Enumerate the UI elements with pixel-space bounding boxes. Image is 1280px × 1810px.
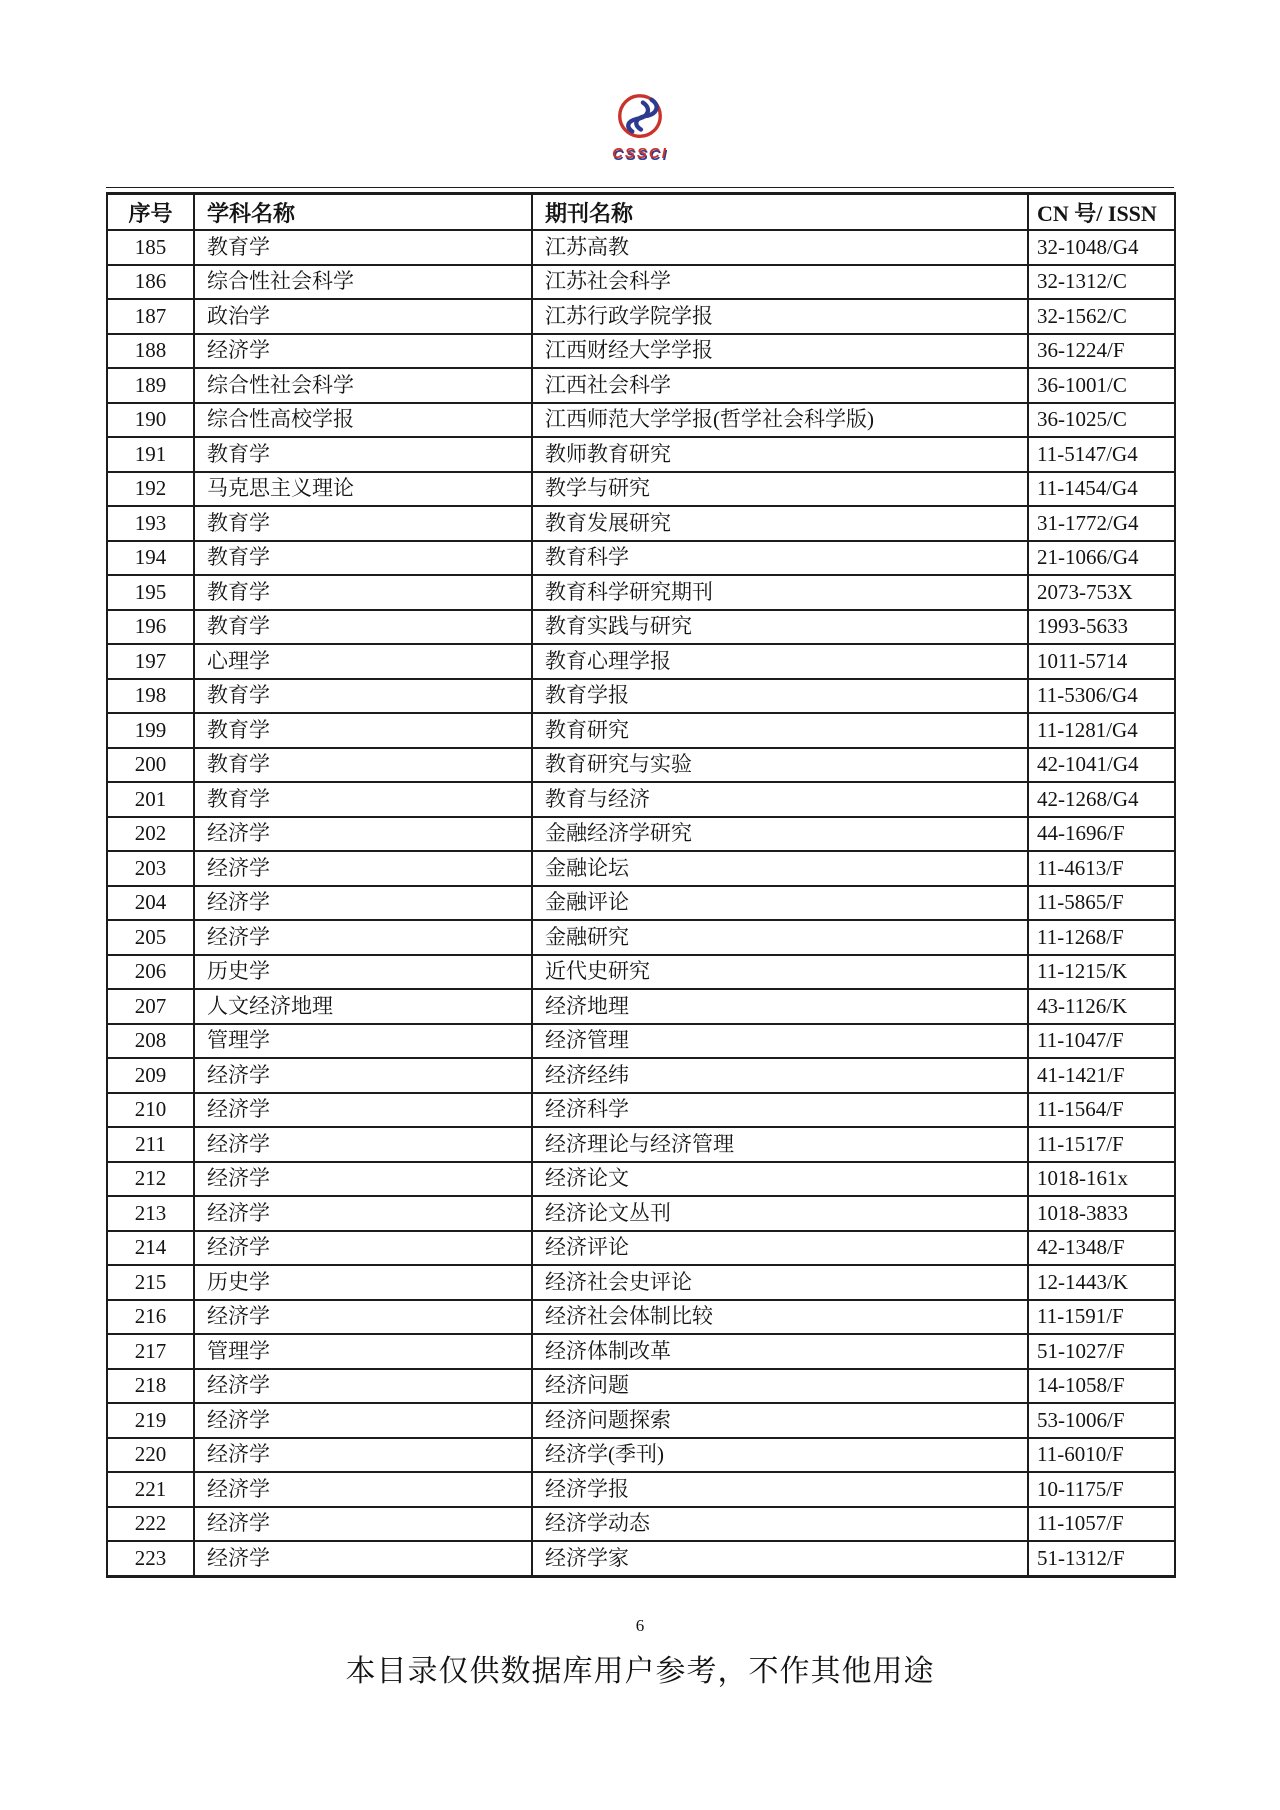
row-number: 187 [107,299,194,334]
row-number: 206 [107,955,194,990]
discipline-name: 经济学 [194,1093,532,1128]
row-number: 204 [107,886,194,921]
row-number: 192 [107,472,194,507]
table-row [107,1472,1175,1507]
discipline-name: 经济学 [194,1438,532,1473]
discipline-name: 心理学 [194,644,532,679]
journal-name: 经济科学 [532,1093,1028,1128]
journal-name: 教育发展研究 [532,506,1028,541]
cn-issn-code: 10-1175/F [1028,1472,1175,1507]
journal-name: 教学与研究 [532,472,1028,507]
row-number: 214 [107,1231,194,1266]
row-number: 191 [107,437,194,472]
cn-issn-code: 51-1312/F [1028,1541,1175,1576]
column-header-journal: 期刊名称 [532,194,1028,231]
row-number: 189 [107,368,194,403]
row-number: 185 [107,230,194,265]
row-number: 210 [107,1093,194,1128]
journal-catalog-table [106,192,1176,1578]
cssci-logo-text: CSSCI [612,145,668,162]
cn-issn-code: 1018-161x [1028,1162,1175,1197]
journal-name: 经济地理 [532,989,1028,1024]
row-number: 209 [107,1058,194,1093]
cn-issn-code: 2073-753X [1028,575,1175,610]
column-header-discipline: 学科名称 [194,194,532,231]
row-number: 198 [107,679,194,714]
table-row [107,368,1175,403]
journal-name: 经济问题 [532,1369,1028,1404]
cn-issn-code: 51-1027/F [1028,1334,1175,1369]
discipline-name: 教育学 [194,713,532,748]
table-row [107,1300,1175,1335]
table-row [107,644,1175,679]
table-row [107,955,1175,990]
row-number: 221 [107,1472,194,1507]
table-row [107,506,1175,541]
row-number: 203 [107,851,194,886]
discipline-name: 经济学 [194,1196,532,1231]
discipline-name: 经济学 [194,1507,532,1542]
discipline-name: 政治学 [194,299,532,334]
journal-name: 教育与经济 [532,782,1028,817]
table-top-rule [106,187,1174,188]
table-row [107,1162,1175,1197]
row-number: 220 [107,1438,194,1473]
row-number: 222 [107,1507,194,1542]
table-row [107,886,1175,921]
cn-issn-code: 32-1562/C [1028,299,1175,334]
table-row [107,1438,1175,1473]
cn-issn-code: 1011-5714 [1028,644,1175,679]
cn-issn-code: 31-1772/G4 [1028,506,1175,541]
table-row [107,575,1175,610]
table-row [107,1334,1175,1369]
table-row [107,1541,1175,1576]
journal-name: 教育科学研究期刊 [532,575,1028,610]
journal-name: 江苏行政学院学报 [532,299,1028,334]
discipline-name: 历史学 [194,1265,532,1300]
table-row [107,1058,1175,1093]
cn-issn-code: 43-1126/K [1028,989,1175,1024]
cn-issn-code: 44-1696/F [1028,817,1175,852]
cn-issn-code: 11-1281/G4 [1028,713,1175,748]
row-number: 186 [107,265,194,300]
discipline-name: 教育学 [194,437,532,472]
discipline-name: 综合性社会科学 [194,368,532,403]
table-row [107,265,1175,300]
journal-name: 教育研究与实验 [532,748,1028,783]
discipline-name: 经济学 [194,1231,532,1266]
row-number: 219 [107,1403,194,1438]
journal-name: 经济社会体制比较 [532,1300,1028,1335]
row-number: 217 [107,1334,194,1369]
cn-issn-code: 42-1041/G4 [1028,748,1175,783]
cn-issn-code: 11-1564/F [1028,1093,1175,1128]
table-row [107,299,1175,334]
discipline-name: 经济学 [194,851,532,886]
cn-issn-code: 53-1006/F [1028,1403,1175,1438]
journal-name: 金融经济学研究 [532,817,1028,852]
cn-issn-code: 21-1066/G4 [1028,541,1175,576]
table-row [107,989,1175,1024]
cssci-logo-icon [613,90,667,144]
cn-issn-code: 11-1591/F [1028,1300,1175,1335]
discipline-name: 管理学 [194,1024,532,1059]
row-number: 205 [107,920,194,955]
table-row [107,472,1175,507]
discipline-name: 经济学 [194,1403,532,1438]
journal-name: 金融研究 [532,920,1028,955]
cn-issn-code: 36-1224/F [1028,334,1175,369]
journal-name: 经济学(季刊) [532,1438,1028,1473]
journal-name: 江西财经大学学报 [532,334,1028,369]
journal-name: 江苏高教 [532,230,1028,265]
table-row [107,403,1175,438]
table-row [107,541,1175,576]
table-row [107,851,1175,886]
discipline-name: 经济学 [194,920,532,955]
journal-name: 近代史研究 [532,955,1028,990]
cn-issn-code: 11-5306/G4 [1028,679,1175,714]
discipline-name: 教育学 [194,748,532,783]
journal-name: 经济体制改革 [532,1334,1028,1369]
journal-name: 经济问题探索 [532,1403,1028,1438]
row-number: 202 [107,817,194,852]
column-header-number: 序号 [107,194,194,231]
discipline-name: 历史学 [194,955,532,990]
journal-name: 教育实践与研究 [532,610,1028,645]
footer-note: 本目录仅供数据库用户参考，不作其他用途 [345,1655,935,1688]
discipline-name: 马克思主义理论 [194,472,532,507]
cn-issn-code: 1018-3833 [1028,1196,1175,1231]
table-row [107,1196,1175,1231]
table-row [107,1231,1175,1266]
journal-name: 经济管理 [532,1024,1028,1059]
cn-issn-code: 14-1058/F [1028,1369,1175,1404]
cn-issn-code: 1993-5633 [1028,610,1175,645]
discipline-name: 经济学 [194,817,532,852]
table-row [107,1093,1175,1128]
cn-issn-code: 41-1421/F [1028,1058,1175,1093]
discipline-name: 教育学 [194,230,532,265]
discipline-name: 经济学 [194,1369,532,1404]
row-number: 194 [107,541,194,576]
cn-issn-code: 11-1047/F [1028,1024,1175,1059]
journal-name: 经济社会史评论 [532,1265,1028,1300]
cn-issn-code: 32-1312/C [1028,265,1175,300]
row-number: 212 [107,1162,194,1197]
table-row [107,782,1175,817]
row-number: 208 [107,1024,194,1059]
journal-name: 经济论文 [532,1162,1028,1197]
discipline-name: 经济学 [194,1058,532,1093]
table-row [107,437,1175,472]
journal-name: 江苏社会科学 [532,265,1028,300]
row-number: 199 [107,713,194,748]
column-header-cn-issn: CN 号/ ISSN [1028,194,1175,231]
discipline-name: 教育学 [194,575,532,610]
table-row [107,817,1175,852]
table-row [107,1265,1175,1300]
cn-issn-code: 11-4613/F [1028,851,1175,886]
cn-issn-code: 11-1454/G4 [1028,472,1175,507]
table-row [107,610,1175,645]
journal-name: 经济论文丛刊 [532,1196,1028,1231]
cn-issn-code: 32-1048/G4 [1028,230,1175,265]
cn-issn-code: 11-1215/K [1028,955,1175,990]
table-header [107,194,1175,231]
table-row [107,1403,1175,1438]
row-number: 207 [107,989,194,1024]
page-number: 6 [635,1616,645,1635]
journal-name: 教育研究 [532,713,1028,748]
table-row [107,230,1175,265]
journal-name: 金融论坛 [532,851,1028,886]
cssci-logo [0,90,1280,163]
journal-name: 教师教育研究 [532,437,1028,472]
row-number: 197 [107,644,194,679]
journal-table-body [107,230,1175,1576]
cn-issn-code: 11-5147/G4 [1028,437,1175,472]
journal-name: 经济学动态 [532,1507,1028,1542]
discipline-name: 教育学 [194,541,532,576]
discipline-name: 经济学 [194,1300,532,1335]
journal-name: 经济理论与经济管理 [532,1127,1028,1162]
table-row [107,1369,1175,1404]
discipline-name: 经济学 [194,1472,532,1507]
row-number: 200 [107,748,194,783]
discipline-name: 经济学 [194,334,532,369]
discipline-name: 经济学 [194,1162,532,1197]
discipline-name: 经济学 [194,1127,532,1162]
row-number: 211 [107,1127,194,1162]
cn-issn-code: 11-1057/F [1028,1507,1175,1542]
table-header-row [107,194,1175,231]
cn-issn-code: 11-5865/F [1028,886,1175,921]
discipline-name: 经济学 [194,1541,532,1576]
journal-name: 经济学家 [532,1541,1028,1576]
journal-name: 金融评论 [532,886,1028,921]
row-number: 201 [107,782,194,817]
cn-issn-code: 36-1025/C [1028,403,1175,438]
cn-issn-code: 11-1268/F [1028,920,1175,955]
journal-name: 江西师范大学学报(哲学社会科学版) [532,403,1028,438]
discipline-name: 经济学 [194,886,532,921]
cn-issn-code: 36-1001/C [1028,368,1175,403]
table-row [107,1127,1175,1162]
table-row [107,679,1175,714]
row-number: 195 [107,575,194,610]
table-row [107,334,1175,369]
discipline-name: 教育学 [194,506,532,541]
journal-name: 教育科学 [532,541,1028,576]
discipline-name: 综合性社会科学 [194,265,532,300]
journal-name: 教育心理学报 [532,644,1028,679]
row-number: 218 [107,1369,194,1404]
journal-name: 经济经纬 [532,1058,1028,1093]
discipline-name: 综合性高校学报 [194,403,532,438]
row-number: 223 [107,1541,194,1576]
discipline-name: 管理学 [194,1334,532,1369]
discipline-name: 人文经济地理 [194,989,532,1024]
cn-issn-code: 12-1443/K [1028,1265,1175,1300]
cn-issn-code: 11-1517/F [1028,1127,1175,1162]
discipline-name: 教育学 [194,679,532,714]
row-number: 196 [107,610,194,645]
journal-name: 经济评论 [532,1231,1028,1266]
table-row [107,920,1175,955]
row-number: 216 [107,1300,194,1335]
row-number: 193 [107,506,194,541]
row-number: 190 [107,403,194,438]
table-row [107,748,1175,783]
table-row [107,1507,1175,1542]
journal-name: 江西社会科学 [532,368,1028,403]
journal-name: 经济学报 [532,1472,1028,1507]
discipline-name: 教育学 [194,782,532,817]
row-number: 213 [107,1196,194,1231]
cn-issn-code: 11-6010/F [1028,1438,1175,1473]
row-number: 188 [107,334,194,369]
journal-name: 教育学报 [532,679,1028,714]
cn-issn-code: 42-1348/F [1028,1231,1175,1266]
table-row [107,1024,1175,1059]
row-number: 215 [107,1265,194,1300]
table-row [107,713,1175,748]
cn-issn-code: 42-1268/G4 [1028,782,1175,817]
discipline-name: 教育学 [194,610,532,645]
